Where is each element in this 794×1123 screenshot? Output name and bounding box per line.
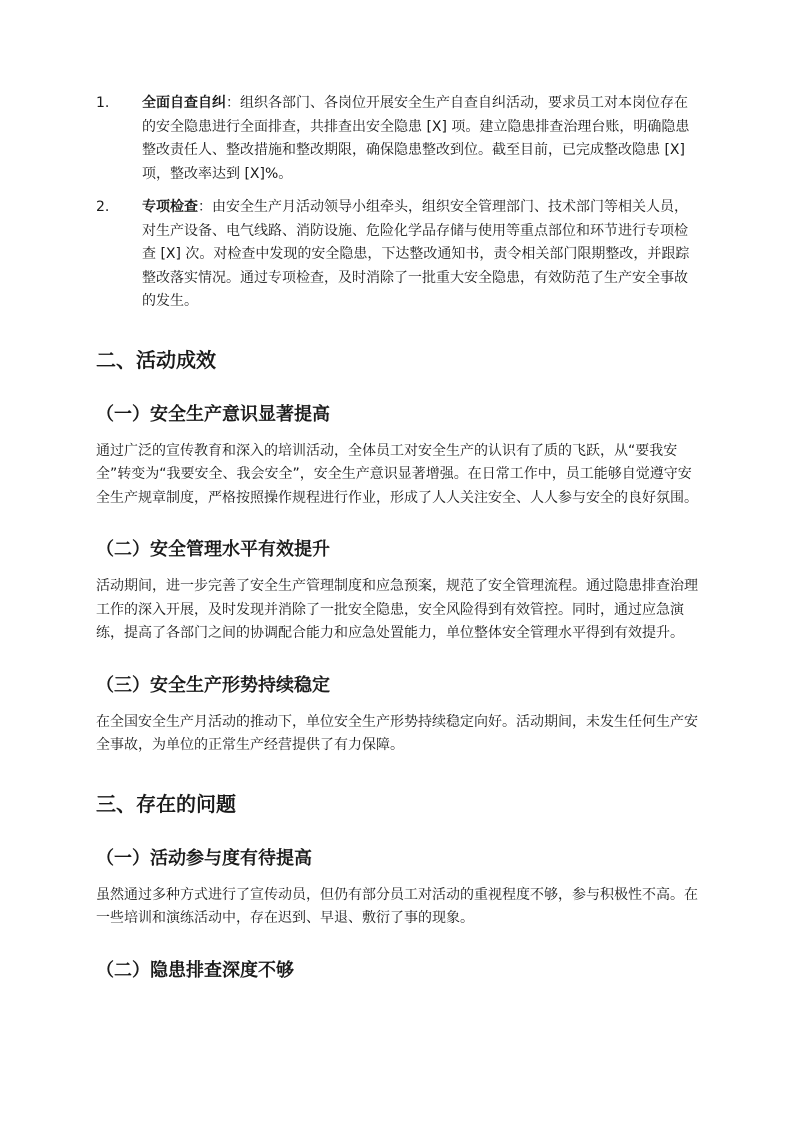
subheading-awareness: （一）安全生产意识显著提高 bbox=[96, 403, 330, 425]
list-item bbox=[96, 92, 700, 186]
list-number: 1. bbox=[96, 95, 110, 111]
subheading-hazard-depth: （二）隐患排查深度不够 bbox=[96, 959, 294, 981]
list-item-lead: 全面自查自纠 bbox=[142, 95, 226, 111]
list-item-lead: 专项检查 bbox=[142, 199, 198, 215]
list-item-text: 由安全生产月活动领导小组牵头，组织安全管理部门、技术部门等相关人员，对生产设备、电气线路、消防设施、危险化学品存储与使用等重点部位和环节进行专项检查 [X] 次。对检查中发现的安全隐患，下达整改通知书，责令相关部门限期整改，并跟踪整改落实情况。通过专项检查，及时消除了一批重大安全隐患，有效防范了生产安全事故的发生。 bbox=[142, 199, 690, 309]
paragraph-participation: 虽然通过多种方式进行了宣传动员，但仍有部分员工对活动的重视程度不够，参与积极性不高。在一些培训和演练活动中，存在迟到、早退、敷衍了事的现象。 bbox=[96, 886, 698, 926]
subheading-participation: （一）活动参与度有待提高 bbox=[96, 847, 312, 869]
section-heading-results: 二、活动成效 bbox=[96, 347, 216, 372]
subheading-stability: （三）安全生产形势持续稳定 bbox=[96, 674, 330, 696]
paragraph-management: 活动期间，进一步完善了安全生产管理制度和应急预案，规范了安全管理流程。通过隐患排查治理工作的深入开展，及时发现并消除了一批安全隐患，安全风险得到有效管控。同时，通过应急演练，提高了各部门之间的协调配合能力和应急处置能力，单位整体安全管理水平得到有效提升。 bbox=[96, 578, 698, 641]
list-item-colon: ： bbox=[226, 95, 240, 111]
list-item-colon: ： bbox=[198, 199, 212, 215]
list-number: 2. bbox=[96, 199, 110, 215]
list-item-text: 组织各部门、各岗位开展安全生产自查自纠活动，要求员工对本岗位存在的安全隐患进行全面排查，共排查出安全隐患 [X] 项。建立隐患排查治理台账，明确隐患整改责任人、整改措施和整改期限，确保隐患整改到位。截至目前，已完成整改隐患 [X] 项，整改率达到 [X]%。 bbox=[142, 95, 690, 182]
subheading-management: （二）安全管理水平有效提升 bbox=[96, 539, 330, 560]
list-item bbox=[96, 196, 700, 314]
paragraph-stability: 在全国安全生产月活动的推动下，单位安全生产形势持续稳定向好。活动期间，未发生任何生产安全事故，为单位的正常生产经营提供了有力保障。 bbox=[96, 713, 698, 753]
section-heading-problems: 三、存在的问题 bbox=[96, 791, 236, 816]
paragraph-awareness: 通过广泛的宣传教育和深入的培训活动，全体员工对安全生产的认识有了质的飞跃，从“要我安全”转变为“我要安全、我会安全”，安全生产意识显著增强。在日常工作中，员工能够自觉遵守安全生产规章制度，严格按照操作规程进行作业，形成了人人关注安全、人人参与安全的良好氛围。 bbox=[96, 442, 698, 506]
